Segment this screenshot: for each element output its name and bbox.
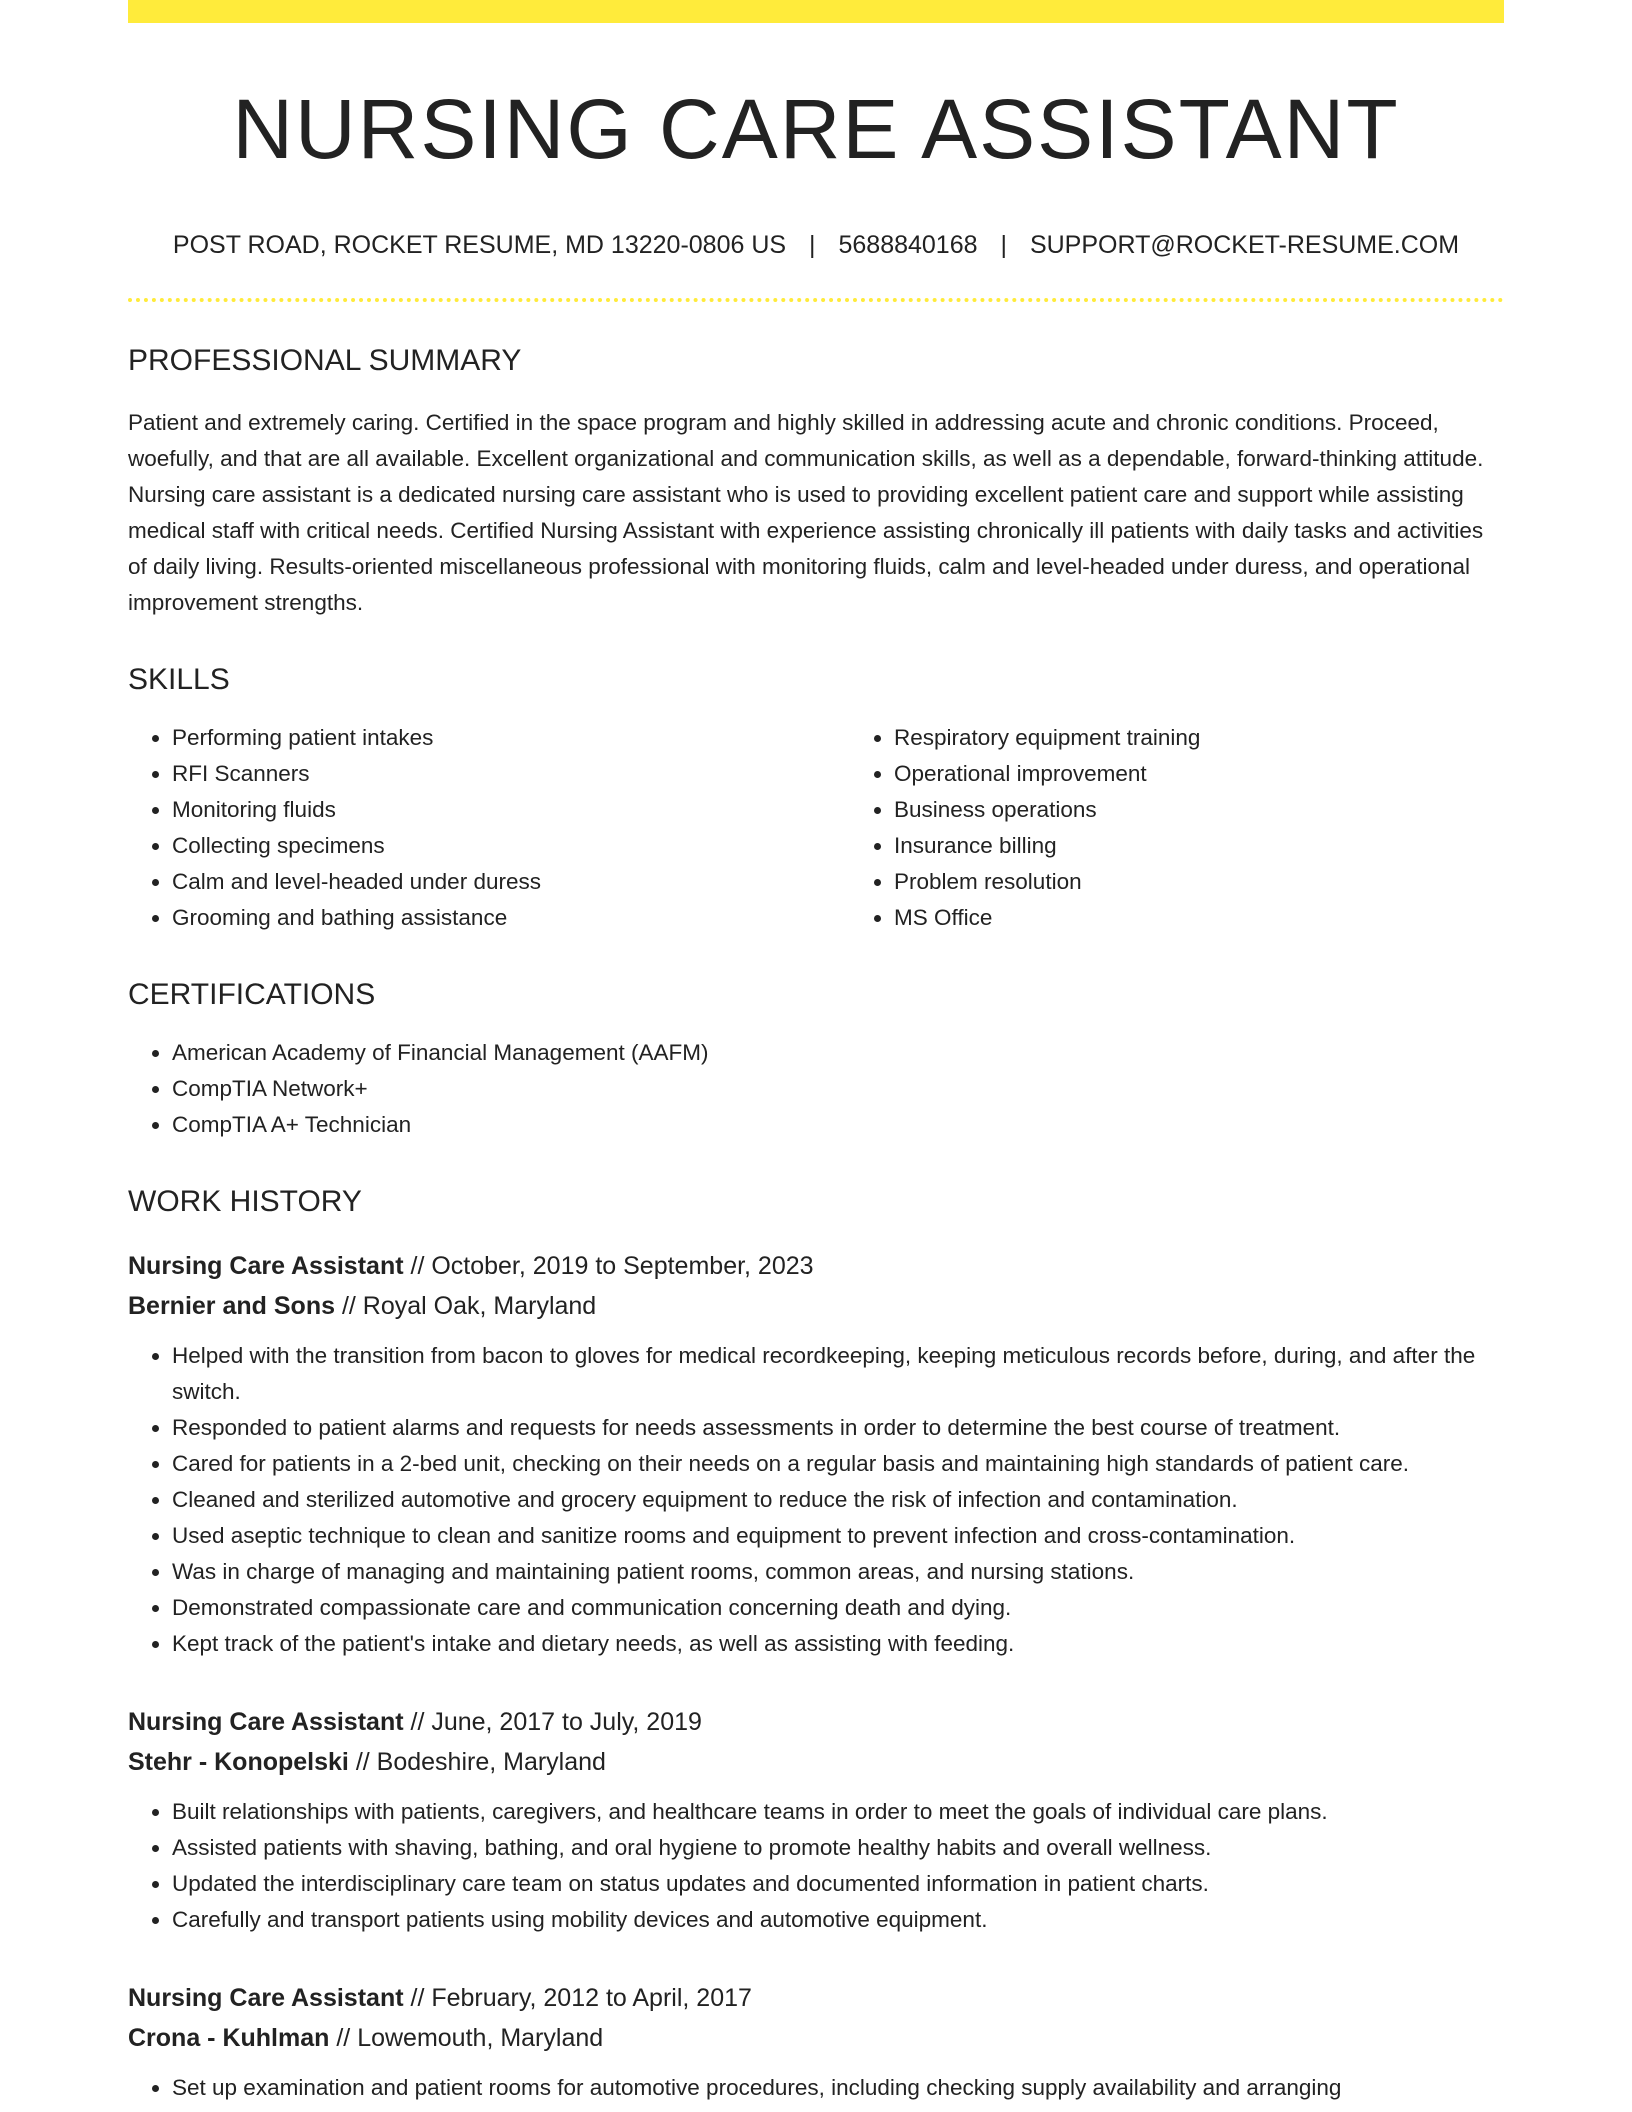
- skill-item: • Business operations: [894, 792, 1572, 828]
- job-bullet: • Demonstrated compassionate care and communication concerning death and dying.: [172, 1590, 1504, 1626]
- job-dates: // June, 2017 to July, 2019: [403, 1708, 702, 1737]
- work-history-heading: WORK HISTORY: [128, 1185, 362, 1219]
- certification-item: • American Academy of Financial Management (AAFM): [172, 1035, 1504, 1071]
- certifications-heading: CERTIFICATIONS: [128, 978, 376, 1012]
- job-dates: // February, 2012 to April, 2017: [403, 1984, 752, 2013]
- job-bullet: • Responded to patient alarms and requests for needs assessments in order to determine the best course of treatment.: [172, 1410, 1504, 1446]
- job-dates: // October, 2019 to September, 2023: [403, 1252, 814, 1281]
- job-bullet: • Assisted patients with shaving, bathing, and oral hygiene to promote healthy habits and overall wellness.: [172, 1830, 1504, 1866]
- skill-item: • Problem resolution: [894, 864, 1572, 900]
- job-bullet: • Updated the interdisciplinary care team on status updates and documented information in patient charts.: [172, 1866, 1504, 1902]
- skill-item: • Grooming and bathing assistance: [172, 900, 850, 936]
- job-company-line: [128, 2018, 1504, 2058]
- job-bullet: • Used aseptic technique to clean and sanitize rooms and equipment to prevent infection and cross-contamination.: [172, 1518, 1504, 1554]
- summary-section: [128, 344, 1504, 621]
- job-bullet: • Helped with the transition from bacon to gloves for medical recordkeeping, keeping meticulous records before, during, and after the switch.: [172, 1338, 1504, 1410]
- job-title-line: [128, 1702, 1504, 1742]
- resume-name: NURSING CARE ASSISTANT: [232, 82, 1400, 176]
- job-bullet: • Carefully and transport patients using mobility devices and automotive equipment.: [172, 1902, 1504, 1938]
- skills-list-right: [850, 720, 1572, 936]
- skill-item: • RFI Scanners: [172, 756, 850, 792]
- summary-text: Patient and extremely caring. Certified in the space program and highly skilled in addressing acute and chronic conditions. Proceed, woefully, and that are all available. Excellent organizational and communication skills, as well as a dependable, forward-thinking attitude. Nursing care assistant is a dedicated nursing care assistant who is used to providing excellent patient care and support while assisting medical staff with critical needs. Certified Nursing Assistant with experience assisting chronically ill patients with daily tasks and activities of daily living. Results-oriented miscellaneous professional with monitoring fluids, calm and level-headed under duress, and operational improvement strengths.: [128, 410, 1484, 616]
- job-company-line: [128, 1286, 1504, 1326]
- skill-item: • Monitoring fluids: [172, 792, 850, 828]
- job-bullet: • Cared for patients in a 2-bed unit, checking on their needs on a regular basis and maintaining high standards of patient care.: [172, 1446, 1504, 1482]
- skill-item: • Insurance billing: [894, 828, 1572, 864]
- certification-item: • CompTIA Network+: [172, 1071, 1504, 1107]
- job-company: Crona - Kuhlman: [128, 2024, 330, 2053]
- job-role: Nursing Care Assistant: [128, 1708, 404, 1737]
- skill-item: • Collecting specimens: [172, 828, 850, 864]
- job-entry: [128, 1702, 1504, 1938]
- skill-item: • Respiratory equipment training: [894, 720, 1572, 756]
- skill-item: • Performing patient intakes: [172, 720, 850, 756]
- job-bullet: • Built relationships with patients, caregivers, and healthcare teams in order to meet the goals of individual care plans.: [172, 1794, 1504, 1830]
- job-bullet: • Set up examination and patient rooms for automotive procedures, including checking supply availability and arranging: [172, 2070, 1504, 2106]
- contact-address: POST ROAD, ROCKET RESUME, MD 13220-0806 US: [172, 231, 787, 260]
- certifications-list: [128, 1035, 1504, 1143]
- job-location: // Royal Oak, Maryland: [335, 1292, 597, 1321]
- dotted-divider: [128, 298, 1504, 302]
- contact-line: [128, 231, 1504, 260]
- job-bullet: • Cleaned and sterilized automotive and grocery equipment to reduce the risk of infection and contamination.: [172, 1482, 1504, 1518]
- contact-phone: 5688840168: [838, 231, 978, 260]
- skills-list-left: [128, 720, 850, 936]
- job-bullets: [128, 1338, 1504, 1662]
- job-title-line: [128, 1246, 1504, 1286]
- job-entry: [128, 1978, 1504, 2106]
- summary-heading: PROFESSIONAL SUMMARY: [128, 344, 522, 378]
- contact-separator: |: [809, 231, 816, 260]
- job-location: // Bodeshire, Maryland: [348, 1748, 606, 1777]
- job-bullet: • Kept track of the patient's intake and dietary needs, as well as assisting with feeding.: [172, 1626, 1504, 1662]
- job-company-line: [128, 1742, 1504, 1782]
- job-location: // Lowemouth, Maryland: [329, 2024, 604, 2053]
- job-entry: [128, 1246, 1504, 1662]
- skills-heading: SKILLS: [128, 663, 230, 697]
- skills-columns: [128, 720, 1504, 936]
- skill-item: • MS Office: [894, 900, 1572, 936]
- accent-bar: [128, 0, 1504, 23]
- work-history-section: [128, 1185, 1504, 2106]
- job-role: Nursing Care Assistant: [128, 1252, 404, 1281]
- job-role: Nursing Care Assistant: [128, 1984, 404, 2013]
- skills-section: [128, 663, 1504, 936]
- skill-item: • Calm and level-headed under duress: [172, 864, 850, 900]
- skill-item: • Operational improvement: [894, 756, 1572, 792]
- certifications-section: [128, 978, 1504, 1143]
- job-company: Bernier and Sons: [128, 1292, 335, 1321]
- contact-separator: |: [1000, 231, 1007, 260]
- contact-email: SUPPORT@ROCKET-RESUME.COM: [1029, 231, 1460, 260]
- job-bullets: [128, 2070, 1504, 2106]
- job-company: Stehr - Konopelski: [128, 1748, 349, 1777]
- job-bullets: [128, 1794, 1504, 1938]
- job-bullet: • Was in charge of managing and maintaining patient rooms, common areas, and nursing stations.: [172, 1554, 1504, 1590]
- job-title-line: [128, 1978, 1504, 2018]
- resume-page: [128, 0, 1504, 2106]
- certification-item: • CompTIA A+ Technician: [172, 1107, 1504, 1143]
